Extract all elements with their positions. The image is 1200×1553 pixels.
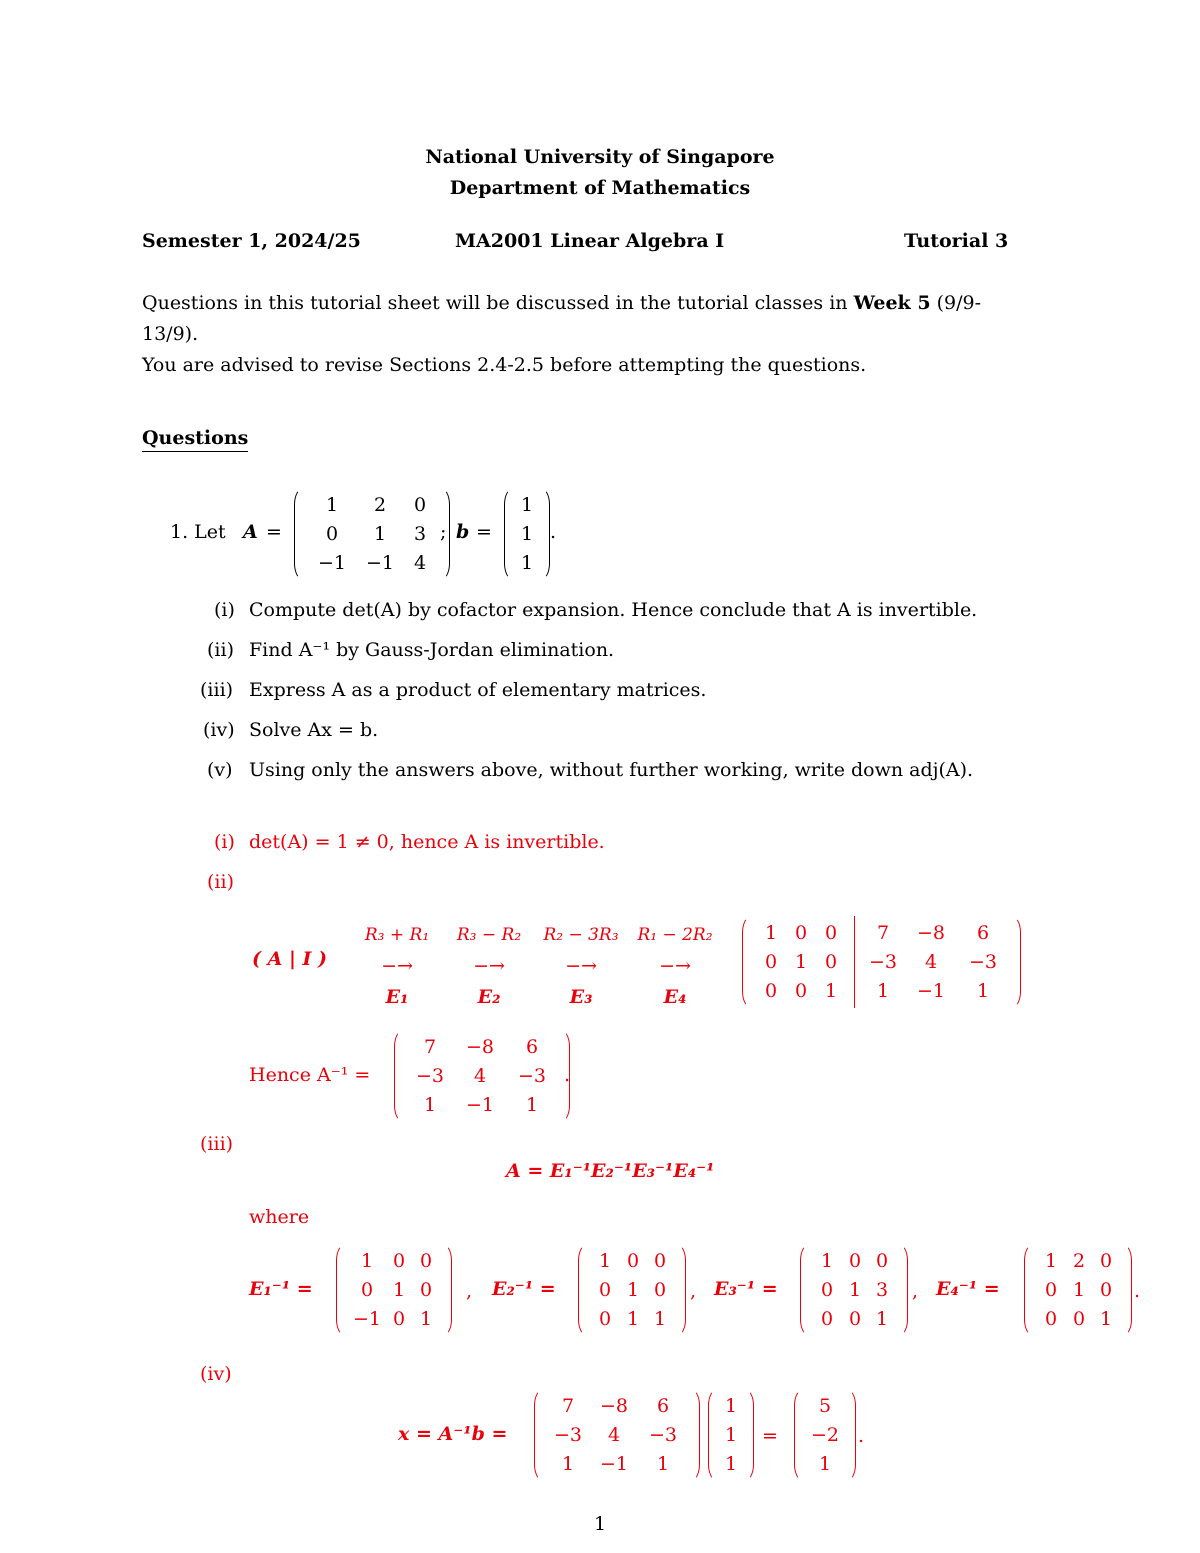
matrix-entry: 1 (653, 1308, 667, 1330)
arrow-icon: −→ (565, 955, 597, 977)
matrix-entry: −1 (465, 1094, 494, 1116)
matrix-entry: −8 (465, 1036, 494, 1058)
matrix-entry: −8 (916, 922, 945, 944)
matrix-entry: −8 (599, 1395, 628, 1417)
matrix-entry: 1 (520, 552, 534, 574)
matrix-entry: 4 (473, 1065, 487, 1087)
matrix-entry: 0 (1044, 1308, 1058, 1330)
solution-vector (792, 1389, 858, 1481)
matrix-entry: 0 (848, 1250, 862, 1272)
matrix-entry: 1 (423, 1094, 437, 1116)
matrix-entry: 1 (520, 523, 534, 545)
matrix-entry: −1 (317, 552, 346, 574)
vector-b-iv (706, 1389, 756, 1481)
matrix-entry: 0 (598, 1308, 612, 1330)
matrix-entry: 3 (413, 523, 427, 545)
matrix-entry: 4 (413, 552, 427, 574)
matrix-entry: 0 (764, 980, 778, 1002)
e4-inverse-label: E₄⁻¹ = (936, 1278, 1000, 1300)
matrix-entry: 1 (520, 494, 534, 516)
matrix-entry: 1 (1044, 1250, 1058, 1272)
matrix-entry: 0 (392, 1308, 406, 1330)
matrix-entry: 0 (764, 951, 778, 973)
row-operation (352, 920, 442, 1013)
department-title: Department of Mathematics (449, 177, 751, 199)
matrix-entry: 3 (875, 1279, 889, 1301)
matrix-entry: −2 (810, 1424, 839, 1446)
matrix-entry: −3 (415, 1065, 444, 1087)
matrix-entry: −1 (365, 552, 394, 574)
matrix-entry: 0 (824, 951, 838, 973)
matrix-entry: 1 (325, 494, 339, 516)
rref-matrix (740, 916, 1023, 1008)
matrix-entry: −1 (916, 980, 945, 1002)
matrix-entry: 1 (824, 980, 838, 1002)
matrix-entry: 0 (626, 1250, 640, 1272)
part-text: Express A as a product of elementary matrices. (249, 679, 707, 701)
matrix-entry: 0 (794, 980, 808, 1002)
matrix-entry: 0 (419, 1250, 433, 1272)
comma: , (912, 1280, 919, 1302)
matrix-entry: −3 (868, 951, 897, 973)
matrix-entry: 1 (818, 1453, 832, 1475)
matrix-entry: 0 (598, 1279, 612, 1301)
matrix-entry: 1 (525, 1094, 539, 1116)
matrix-entry: 1 (820, 1250, 834, 1272)
part-label: (ii) (207, 639, 234, 661)
matrix-entry: −3 (517, 1065, 546, 1087)
comma: , (466, 1280, 473, 1302)
matrix-entry: −1 (352, 1308, 381, 1330)
semicolon: ; (440, 521, 447, 543)
part-text: Using only the answers above, without further working, write down adj(A). (249, 759, 974, 781)
arrow-icon: −→ (659, 955, 691, 977)
matrix-entry: 1 (419, 1308, 433, 1330)
page-number: 1 (593, 1513, 607, 1535)
hence-inverse-label: Hence A⁻¹ = (249, 1064, 371, 1086)
operation-text: R₃ − R₂ (456, 925, 522, 945)
tutorial-number: Tutorial 3 (904, 230, 1009, 252)
solution-ii-label: (ii) (207, 871, 234, 893)
matrix-entry: −3 (648, 1424, 677, 1446)
matrix-entry: 7 (423, 1036, 437, 1058)
university-title: National University of Singapore (425, 146, 775, 168)
where-label: where (249, 1206, 310, 1228)
semester-label: Semester 1, 2024/25 (142, 230, 361, 252)
matrix-entry: 0 (419, 1279, 433, 1301)
e1-inverse-label: E₁⁻¹ = (249, 1278, 313, 1300)
part-text: Solve Ax = b. (249, 719, 379, 741)
period: . (1134, 1280, 1141, 1302)
matrix-entry: 5 (818, 1395, 832, 1417)
matrix-entry: 1 (875, 1308, 889, 1330)
matrix-entry: 1 (626, 1279, 640, 1301)
matrix-entry: 0 (875, 1250, 889, 1272)
e2-inverse-matrix (576, 1244, 688, 1336)
matrix-entry: 0 (1072, 1308, 1086, 1330)
matrix-entry: 1 (561, 1453, 575, 1475)
matrix-entry: 0 (820, 1308, 834, 1330)
operation-text: R₂ − 3R₃ (543, 925, 619, 945)
e4-inverse-matrix (1022, 1244, 1134, 1336)
matrix-entry: 1 (626, 1308, 640, 1330)
matrix-entry: −1 (599, 1453, 628, 1475)
e2-inverse-label: E₂⁻¹ = (492, 1278, 556, 1300)
matrix-entry: 1 (794, 951, 808, 973)
matrix-entry: 0 (413, 494, 427, 516)
solution-i-text: det(A) = 1 ≠ 0, hence A is invertible. (249, 831, 605, 853)
e1-inverse-matrix (334, 1244, 454, 1336)
matrix-entry: 0 (1044, 1279, 1058, 1301)
intro-line-1: Questions in this tutorial sheet will be discussed in the tutorial classes in Week 5 (9/9- (142, 292, 981, 314)
part-label: (iii) (200, 679, 234, 701)
x-equation: x = A⁻¹b = (398, 1423, 508, 1445)
elementary-matrix-label: E₃ (569, 986, 593, 1008)
e3-inverse-label: E₃⁻¹ = (714, 1278, 778, 1300)
matrix-entry: 1 (724, 1395, 738, 1417)
matrix-entry: 0 (1099, 1279, 1113, 1301)
equals-sign: = (762, 1425, 778, 1447)
row-operation (630, 920, 720, 1013)
inverse-matrix (392, 1030, 572, 1122)
row-operation (536, 920, 626, 1013)
part-label: (iv) (203, 719, 235, 741)
matrix-entry: 4 (924, 951, 938, 973)
row-operation (444, 920, 534, 1013)
matrix-entry: 2 (373, 494, 387, 516)
arrow-icon: −→ (473, 955, 505, 977)
q1-label: 1. Let (170, 521, 226, 543)
equals-sign: = (476, 521, 492, 543)
matrix-entry: 0 (392, 1250, 406, 1272)
matrix-entry: 1 (724, 1453, 738, 1475)
part-label: (i) (214, 599, 235, 621)
matrix-entry: 1 (848, 1279, 862, 1301)
elementary-matrix-label: E₄ (663, 986, 687, 1008)
matrix-entry: 7 (561, 1395, 575, 1417)
operation-text: R₁ − 2R₂ (637, 925, 713, 945)
period: . (550, 521, 557, 543)
matrix-entry: 1 (724, 1424, 738, 1446)
matrix-entry: 0 (653, 1250, 667, 1272)
period: . (564, 1064, 571, 1086)
elementary-product: A = E₁⁻¹E₂⁻¹E₃⁻¹E₄⁻¹ (506, 1160, 715, 1182)
matrix-entry: 7 (876, 922, 890, 944)
intro-line-2: 13/9). (142, 323, 199, 345)
solution-iii-label: (iii) (200, 1133, 234, 1155)
elementary-matrix-label: E₁ (385, 986, 409, 1008)
matrix-entry: 1 (1099, 1308, 1113, 1330)
matrix-entry: 0 (820, 1279, 834, 1301)
elementary-matrix-label: E₂ (477, 986, 501, 1008)
part-text: Compute det(A) by cofactor expansion. Hence conclude that A is invertible. (249, 599, 978, 621)
solution-iv-label: (iv) (200, 1363, 232, 1385)
matrix-entry: 4 (607, 1424, 621, 1446)
matrix-entry: 6 (525, 1036, 539, 1058)
matrix-entry: −3 (968, 951, 997, 973)
intro-line-3: You are advised to revise Sections 2.4-2.5 before attempting the questions. (142, 354, 867, 376)
matrix-entry: 1 (360, 1250, 374, 1272)
matrix-entry: 0 (325, 523, 339, 545)
matrix-entry: −3 (553, 1424, 582, 1446)
part-text: Find A⁻¹ by Gauss-Jordan elimination. (249, 639, 615, 661)
equals-sign: = (266, 521, 282, 543)
solution-i-label: (i) (214, 831, 235, 853)
matrix-entry: 1 (976, 980, 990, 1002)
matrix-entry: 0 (848, 1308, 862, 1330)
vector-b (502, 488, 552, 580)
vector-b-symbol: b (456, 521, 470, 543)
course-title: MA2001 Linear Algebra I (455, 230, 725, 252)
arrow-icon: −→ (381, 955, 413, 977)
e3-inverse-matrix (798, 1244, 910, 1336)
inverse-matrix-iv (532, 1389, 702, 1481)
matrix-entry: 1 (1072, 1279, 1086, 1301)
matrix-entry: 0 (653, 1279, 667, 1301)
matrix-entry: 0 (1099, 1250, 1113, 1272)
matrix-entry: 1 (876, 980, 890, 1002)
augmented-matrix: ( A | I ) (252, 948, 327, 970)
matrix-entry: 6 (656, 1395, 670, 1417)
matrix-entry: 1 (598, 1250, 612, 1272)
period: . (858, 1425, 865, 1447)
section-title: Questions (142, 427, 248, 449)
matrix-entry: 1 (392, 1279, 406, 1301)
matrix-entry: 0 (360, 1279, 374, 1301)
matrix-entry: 1 (764, 922, 778, 944)
matrix-entry: 1 (373, 523, 387, 545)
matrix-entry: 0 (794, 922, 808, 944)
part-label: (v) (207, 759, 233, 781)
operation-text: R₃ + R₁ (364, 925, 430, 945)
comma: , (690, 1280, 697, 1302)
matrix-entry: 1 (656, 1453, 670, 1475)
matrix-a-symbol: A (243, 521, 258, 543)
matrix-entry: 0 (824, 922, 838, 944)
matrix-a (292, 488, 452, 580)
matrix-entry: 2 (1072, 1250, 1086, 1272)
matrix-entry: 6 (976, 922, 990, 944)
